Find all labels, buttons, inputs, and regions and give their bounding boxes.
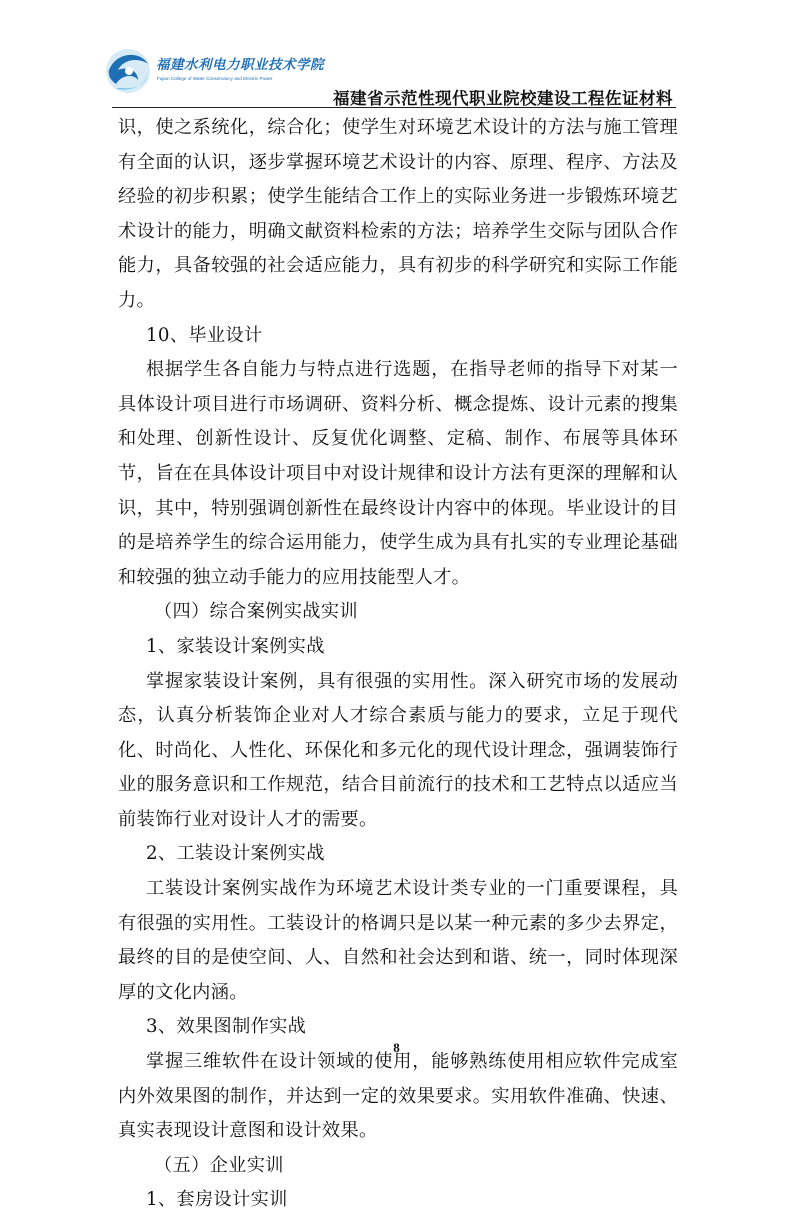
- page-number: 8: [393, 1040, 400, 1055]
- heading-rendering: 3、效果图制作实战: [146, 1016, 307, 1038]
- section-heading-case-training: （四）综合案例实战实训: [154, 601, 358, 623]
- paragraph-rendering: 掌握三维软件在设计领域的使用，能够熟练使用相应软件完成室内外效果图的制作，并达到一定的效果要求。实用软件准确、快速、真实表现设计意图和设计效果。: [118, 1051, 678, 1142]
- paragraph-continuation: 识，使之系统化，综合化；使学生对环境艺术设计的方法与施工管理有全面的认识，逐步掌握环境艺术设计的内容、原理、程序、方法及经验的初步积累；使学生能结合工作上的实际业务进一步锻炼环境艺术设计的能力，明确文献资料检索的方法；培养学生交际与团队合作能力，具备较强的社会适应能力，具有初步的科学研究和实际工作能力。: [118, 117, 678, 311]
- heading-home-decoration: 1、家装设计案例实战: [146, 635, 325, 657]
- header-divider: [112, 107, 676, 108]
- page-header: [0, 0, 793, 112]
- college-logo: [104, 44, 324, 96]
- logo-college-name: 福建水利电力职业技术学院: [156, 57, 324, 73]
- logo-english-name: Fujian College of Water Conservancy and Electric Power: [157, 76, 273, 81]
- heading-graduation-design: 10、毕业设计: [146, 324, 263, 346]
- document-header-title: 福建省示范性现代职业院校建设工程佐证材料: [333, 89, 673, 108]
- paragraph-home-decoration: 掌握家装设计案例，具有很强的实用性。深入研究市场的发展动态，认真分析装饰企业对人才综合素质与能力的要求，立足于现代化、时尚化、人性化、环保化和多元化的现代设计理念，强调装饰行业的服务意识和工作规范，结合目前流行的技术和工艺特点以适应当前装饰行业对设计人才的需要。: [118, 670, 678, 830]
- section-heading-enterprise-training: （五）企业实训: [154, 1154, 284, 1176]
- heading-suite-design: 1、套房设计实训: [146, 1189, 288, 1211]
- paragraph-graduation-design: 根据学生各自能力与特点进行选题，在指导老师的指导下对某一具体设计项目进行市场调研、资料分析、概念提炼、设计元素的搜集和处理、创新性设计、反复优化调整、定稿、制作、布展等具体环节，旨在在具体设计项目中对设计规律和设计方法有更深的理解和认识，其中，特别强调创新性在最终设计内容中的体现。毕业设计的目的是培养学生的综合运用能力，使学生成为具有扎实的专业理论基础和较强的独立动手能力的应用技能型人才。: [118, 359, 678, 588]
- heading-commercial-decoration: 2、工装设计案例实战: [146, 843, 325, 865]
- logo-center-dot: [125, 67, 133, 75]
- paragraph-commercial-decoration: 工装设计案例实战作为环境艺术设计类专业的一门重要课程，具有很强的实用性。工装设计的格调只是以某一种元素的多少去界定，最终的目的是使空间、人、自然和社会达到和谐、统一，同时体现深厚的文化内涵。: [118, 878, 678, 1003]
